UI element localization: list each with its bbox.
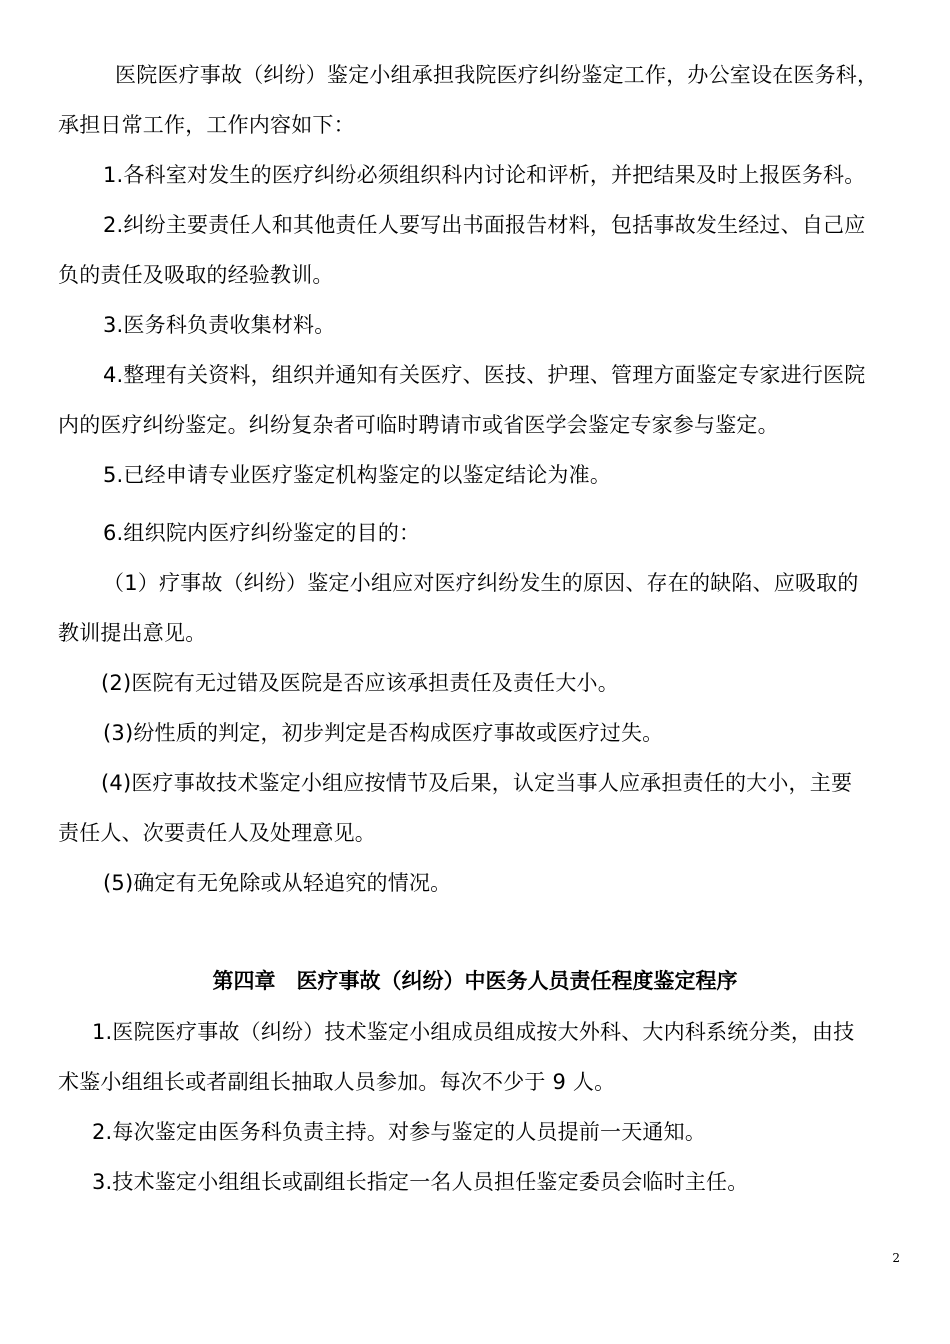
paragraph-intro-line-1: 医院医疗事故（纠纷）鉴定小组承担我院医疗纠纷鉴定工作，办公室设在医务科， (115, 63, 879, 87)
procedure-3: 3.技术鉴定小组组长或副组长指定一名人员担任鉴定委员会临时主任。 (92, 1170, 749, 1194)
item-6: 6.组织院内医疗纠纷鉴定的目的： (103, 521, 421, 545)
item-4-line-1: 4.整理有关资料，组织并通知有关医疗、医技、护理、管理方面鉴定专家进行医院 (103, 363, 866, 387)
procedure-2: 2.每次鉴定由医务科负责主持。对参与鉴定的人员提前一天通知。 (92, 1120, 707, 1144)
item-4-line-2: 内的医疗纠纷鉴定。纠纷复杂者可临时聘请市或省医学会鉴定专家参与鉴定。 (58, 413, 779, 437)
procedure-1-line-1: 1.医院医疗事故（纠纷）技术鉴定小组成员组成按大外科、大内科系统分类，由技 (92, 1020, 855, 1044)
paragraph-intro-line-2: 承担日常工作，工作内容如下： (58, 113, 355, 137)
sub-item-4-line-2: 责任人、次要责任人及处理意见。 (58, 821, 376, 845)
item-2-line-1: 2.纠纷主要责任人和其他责任人要写出书面报告材料，包括事故发生经过、自己应 (103, 213, 866, 237)
page-number: 2 (892, 1251, 900, 1265)
sub-item-4-line-1: (4)医疗事故技术鉴定小组应按情节及后果，认定当事人应承担责任的大小，主要 (101, 771, 853, 795)
sub-item-5: (5)确定有无免除或从轻追究的情况。 (103, 871, 452, 895)
item-1: 1.各科室对发生的医疗纠纷必须组织科内讨论和评析，并把结果及时上报医务科。 (103, 163, 866, 187)
item-3: 3.医务科负责收集材料。 (103, 313, 336, 337)
item-2-line-2: 负的责任及吸取的经验教训。 (58, 263, 334, 287)
item-5: 5.已经申请专业医疗鉴定机构鉴定的以鉴定结论为准。 (103, 463, 612, 487)
sub-item-2: (2)医院有无过错及医院是否应该承担责任及责任大小。 (101, 671, 619, 695)
sub-item-1-line-1: （1）疗事故（纠纷）鉴定小组应对医疗纠纷发生的原因、存在的缺陷、应吸取的 (103, 571, 859, 595)
chapter-heading: 第四章 医疗事故（纠纷）中医务人员责任程度鉴定程序 (212, 969, 738, 993)
procedure-1-line-2: 术鉴小组组长或者副组长抽取人员参加。每次不少于 9 人。 (58, 1070, 616, 1094)
sub-item-1-line-2: 教训提出意见。 (58, 621, 207, 645)
sub-item-3: (3)纷性质的判定，初步判定是否构成医疗事故或医疗过失。 (103, 721, 664, 745)
